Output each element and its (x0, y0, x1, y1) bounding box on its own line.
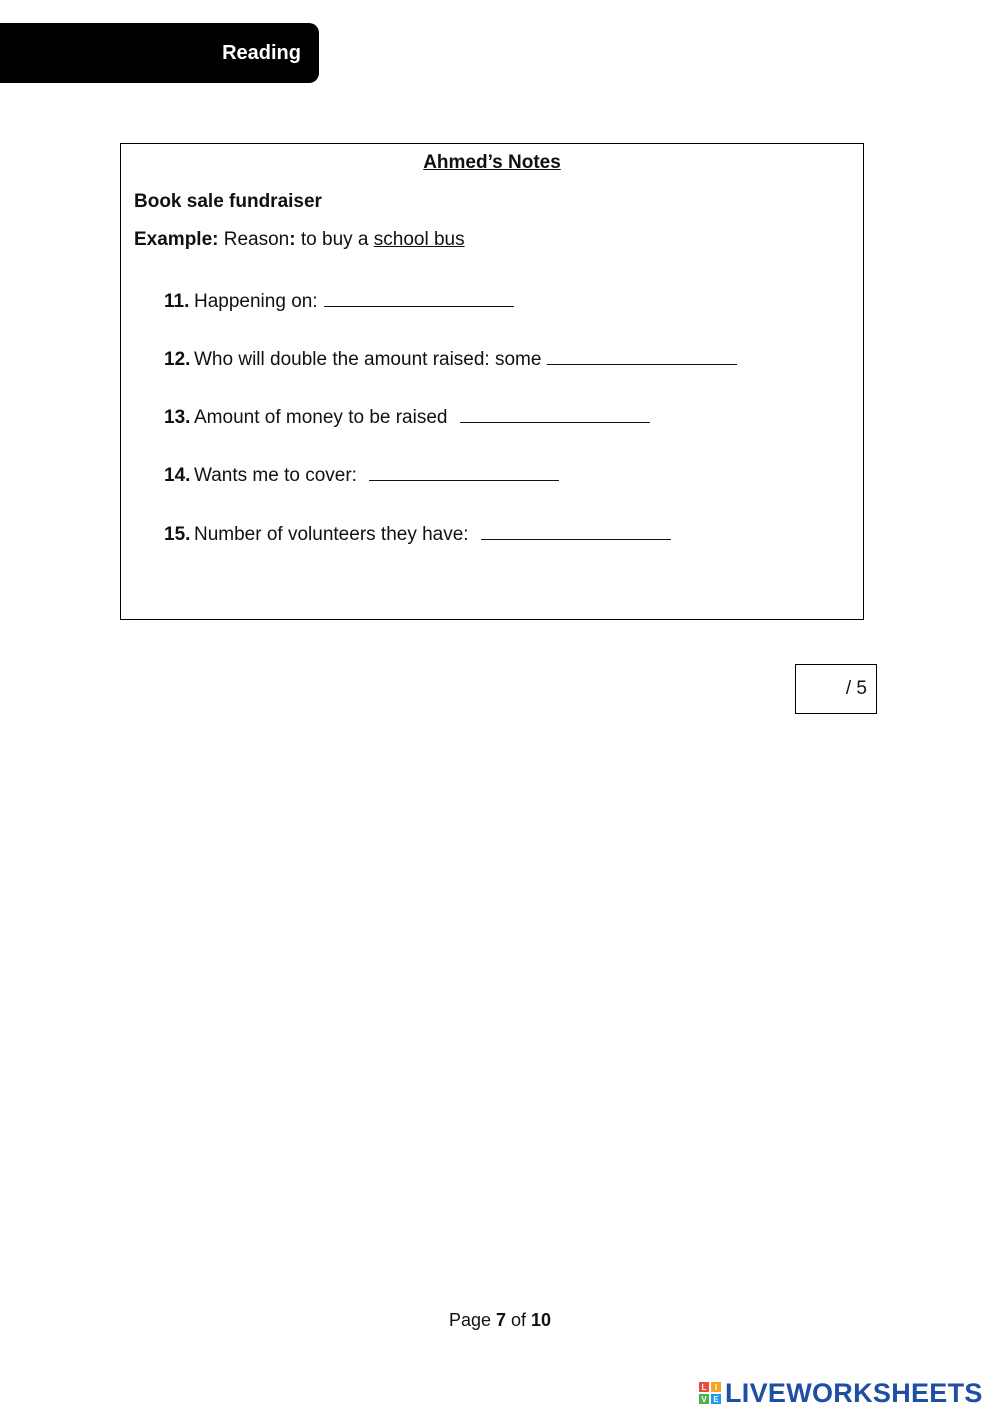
question-row (164, 462, 559, 487)
score-box (795, 664, 877, 714)
brand-logo-tile: I (711, 1382, 721, 1392)
section-tab (0, 23, 319, 83)
section-label: Reading (222, 41, 301, 64)
question-text: Amount of money to be raised (194, 407, 453, 428)
question-text: Number of volunteers they have: (194, 524, 474, 545)
answer-blank[interactable] (369, 462, 559, 481)
example-label: Example: (134, 229, 219, 250)
answer-blank[interactable] (460, 404, 650, 423)
brand-logo-tile: L (699, 1382, 709, 1392)
score-label: / 5 (845, 678, 867, 699)
question-row (164, 404, 650, 429)
brand-logo-tile: E (711, 1394, 721, 1404)
example-colon: : (289, 229, 296, 250)
question-row (164, 346, 737, 371)
page-current: 7 (495, 1310, 506, 1330)
question-number: 11. (164, 291, 190, 312)
example-answer: school bus (373, 229, 465, 250)
question-text: Who will double the amount raised: some (194, 349, 542, 370)
answer-blank[interactable] (481, 521, 671, 540)
question-number: 14. (164, 465, 191, 486)
answer-blank[interactable] (324, 288, 514, 307)
question-row (164, 288, 514, 313)
question-row (164, 521, 671, 546)
brand-watermark (699, 1378, 983, 1408)
notes-title: Ahmed’s Notes (423, 152, 561, 173)
page-separator: of (506, 1310, 532, 1330)
question-number: 15. (164, 524, 191, 545)
answer-blank[interactable] (547, 346, 737, 365)
question-text: Wants me to cover: (194, 465, 363, 486)
question-number: 12. (164, 349, 191, 370)
page-prefix: Page (448, 1310, 496, 1330)
example-prompt: Reason (218, 229, 290, 250)
brand-name: LIVEWORKSHEETS (725, 1377, 983, 1408)
page-number (0, 1310, 1000, 1331)
question-text: Happening on: (194, 291, 318, 312)
brand-logo-tile: V (699, 1394, 709, 1404)
brand-logo-icon (699, 1382, 721, 1404)
example-line (134, 229, 465, 251)
notes-box (120, 143, 864, 620)
example-prompt-rest: to buy a (295, 229, 374, 250)
page-total: 10 (531, 1310, 552, 1330)
notes-subtitle: Book sale fundraiser (134, 191, 322, 212)
question-number: 13. (164, 407, 191, 428)
